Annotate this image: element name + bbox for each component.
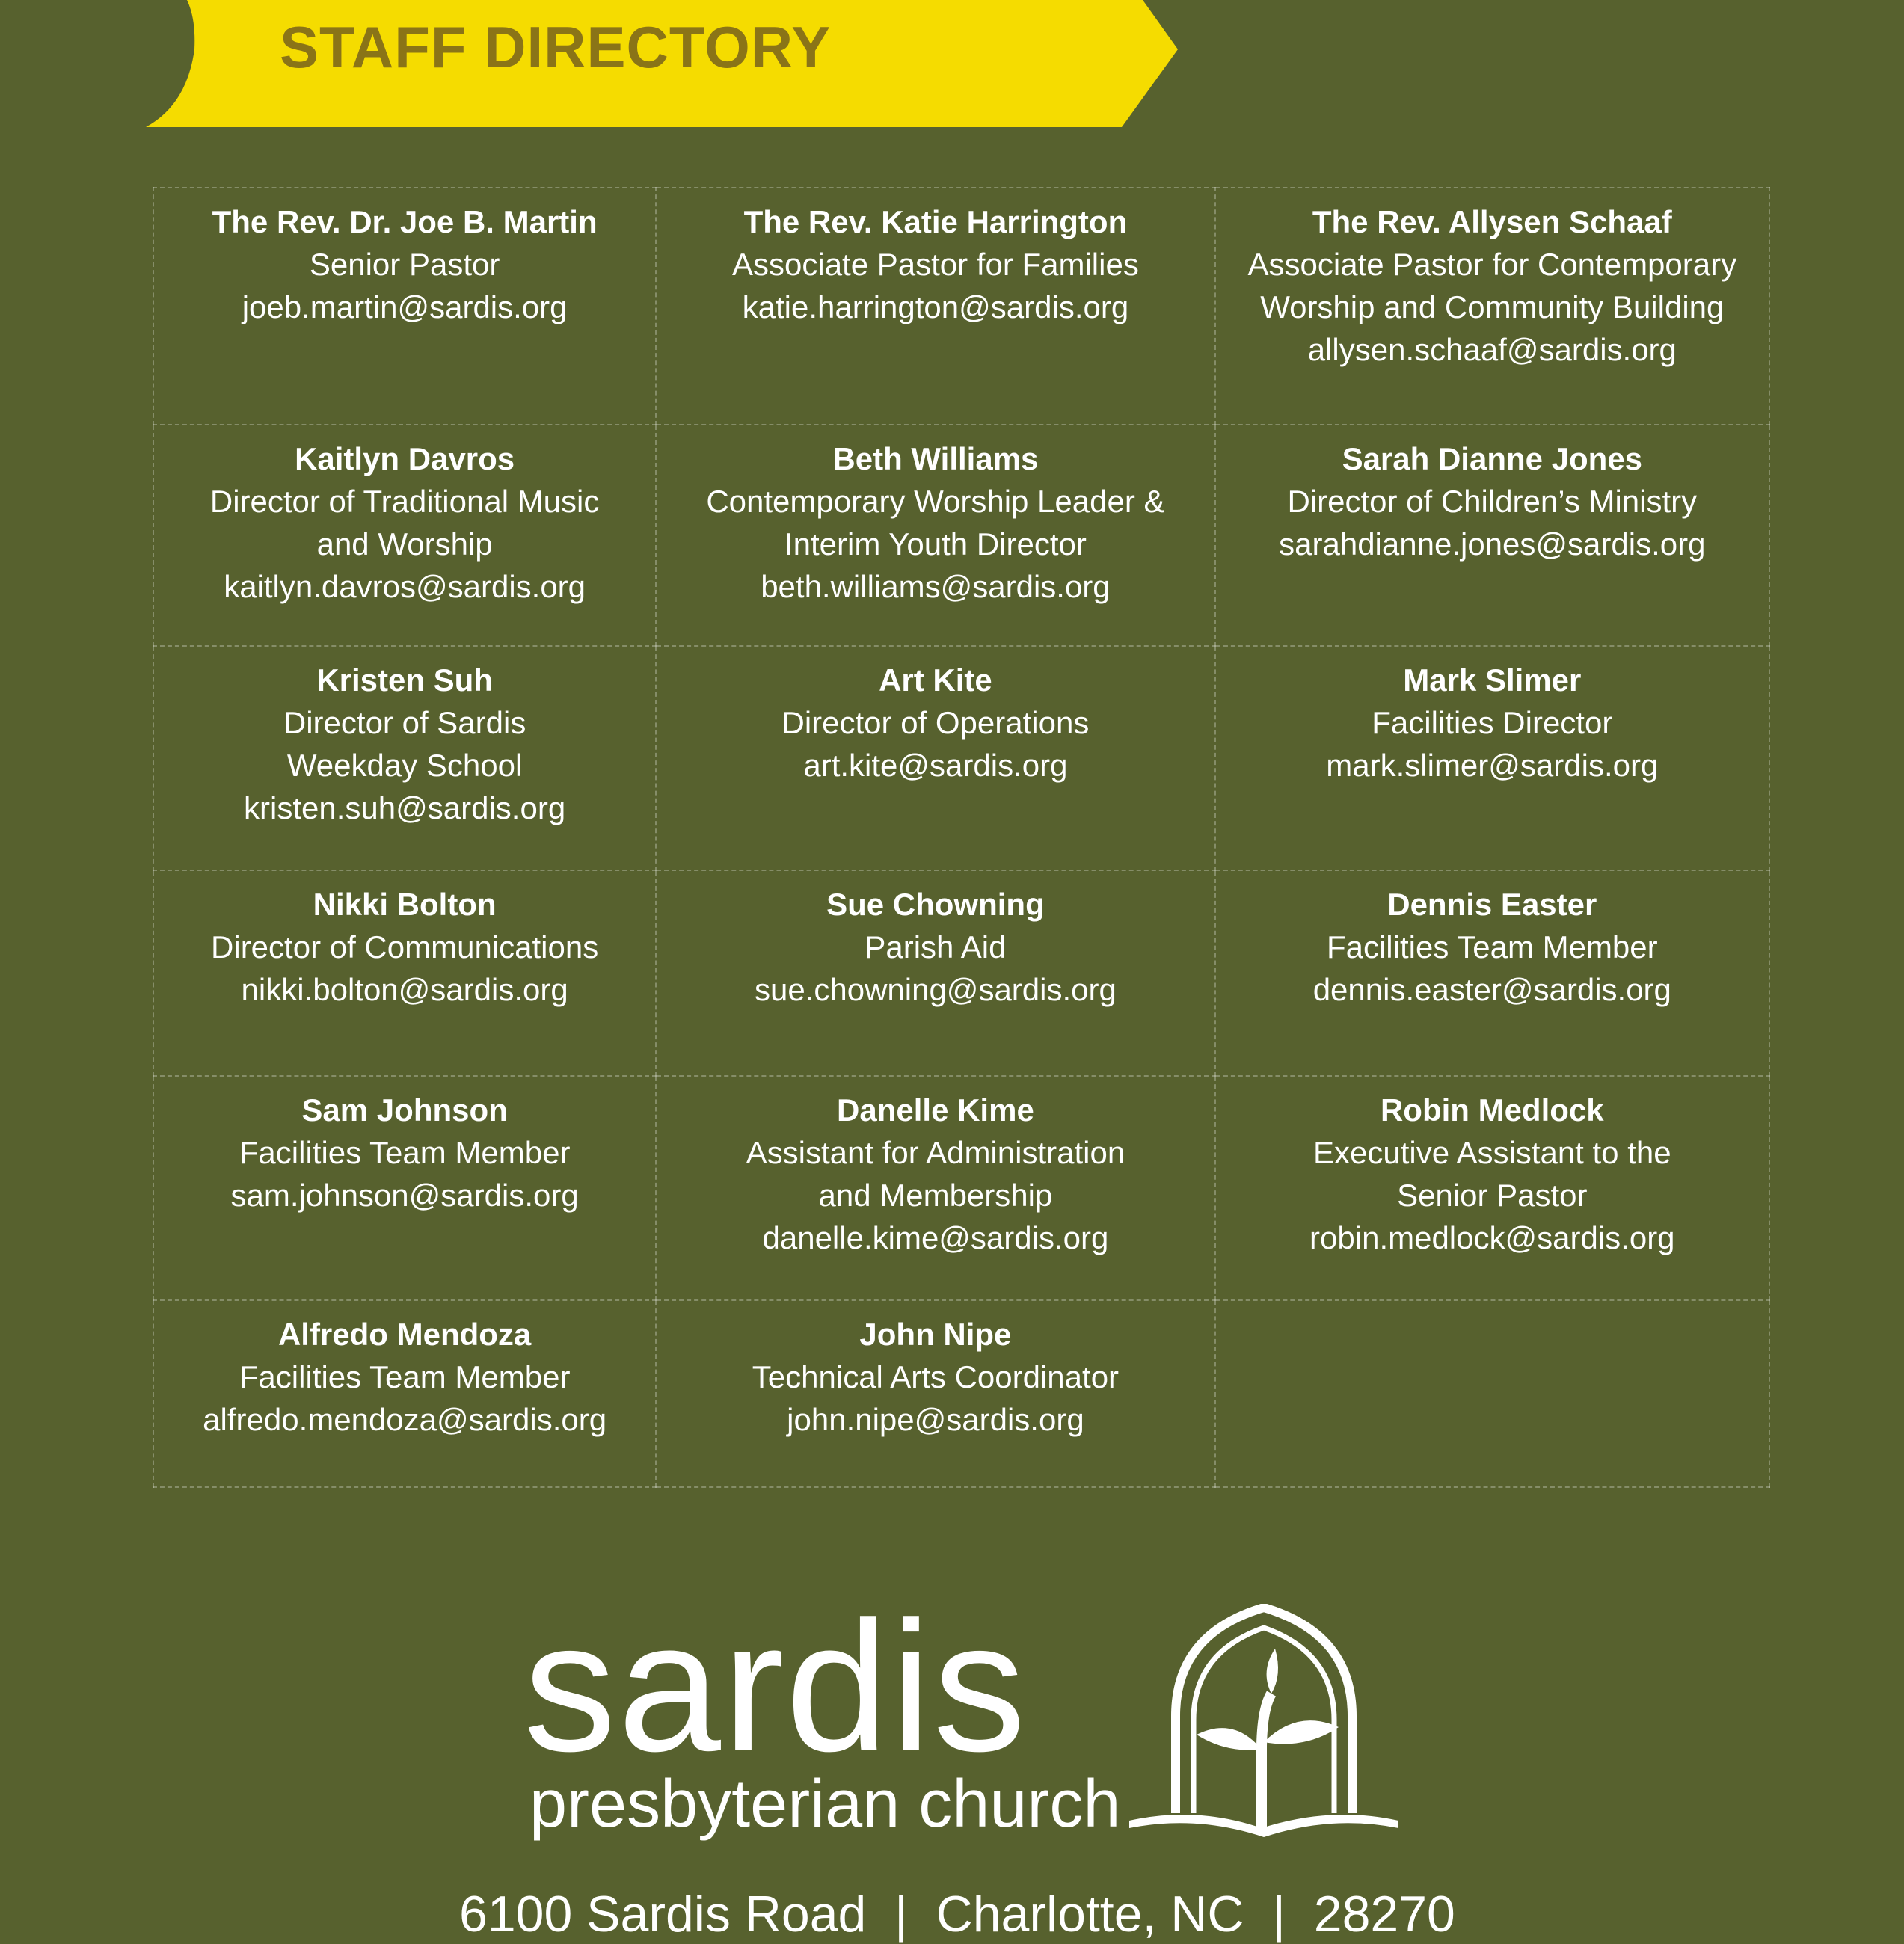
church-logo bbox=[523, 1582, 1421, 1858]
staff-email[interactable]: sue.chowning@sardis.org bbox=[754, 972, 1117, 1007]
staff-email[interactable]: kristen.suh@sardis.org bbox=[244, 790, 566, 825]
empty-card bbox=[1215, 1300, 1769, 1487]
staff-email[interactable]: art.kite@sardis.org bbox=[803, 748, 1068, 783]
staff-email[interactable]: kaitlyn.davros@sardis.org bbox=[224, 569, 586, 604]
staff-name: Sarah Dianne Jones bbox=[1342, 441, 1643, 476]
staff-card bbox=[1215, 870, 1769, 1076]
staff-card bbox=[656, 646, 1214, 870]
staff-name: Sam Johnson bbox=[301, 1092, 508, 1128]
footer-address: 6100 Sardis Road | Charlotte, NC | 28270 bbox=[459, 1886, 1455, 1943]
logo-subtitle: presbyterian church bbox=[529, 1767, 1121, 1842]
staff-name: The Rev. Katie Harrington bbox=[743, 204, 1128, 239]
staff-card bbox=[153, 646, 656, 870]
staff-name: Alfredo Mendoza bbox=[277, 1317, 532, 1352]
staff-role: Director of Operations bbox=[781, 705, 1090, 740]
staff-email[interactable]: mark.slimer@sardis.org bbox=[1326, 748, 1659, 783]
staff-role: Director of Children’s Ministry bbox=[1287, 484, 1698, 519]
staff-card bbox=[1215, 188, 1769, 425]
staff-email[interactable]: beth.williams@sardis.org bbox=[761, 569, 1111, 604]
staff-name: The Rev. Allysen Schaaf bbox=[1312, 204, 1672, 239]
staff-email[interactable]: alfredo.mendoza@sardis.org bbox=[203, 1402, 607, 1437]
staff-card bbox=[153, 1300, 656, 1487]
staff-role: Senior Pastor bbox=[309, 247, 500, 282]
staff-role: Associate Pastor for Contemporary Worship and Community Building bbox=[1247, 247, 1737, 324]
staff-card bbox=[153, 425, 656, 646]
staff-email[interactable]: john.nipe@sardis.org bbox=[787, 1402, 1084, 1437]
staff-name: Art Kite bbox=[879, 662, 992, 698]
staff-card bbox=[656, 870, 1214, 1076]
staff-name: The Rev. Dr. Joe B. Martin bbox=[212, 204, 598, 239]
staff-email[interactable]: sarahdianne.jones@sardis.org bbox=[1279, 526, 1706, 562]
staff-role: Director of Communications bbox=[211, 929, 599, 965]
staff-email[interactable]: allysen.schaaf@sardis.org bbox=[1307, 332, 1677, 367]
staff-email[interactable]: nikki.bolton@sardis.org bbox=[241, 972, 568, 1007]
staff-name: Robin Medlock bbox=[1380, 1092, 1604, 1128]
staff-name: Kaitlyn Davros bbox=[295, 441, 515, 476]
staff-name: Mark Slimer bbox=[1403, 662, 1582, 698]
staff-role: Director of Sardis Weekday School bbox=[283, 705, 526, 783]
page-title: STAFF DIRECTORY bbox=[280, 14, 832, 80]
staff-email[interactable]: sam.johnson@sardis.org bbox=[230, 1178, 579, 1213]
staff-name: Kristen Suh bbox=[316, 662, 493, 698]
staff-directory-table bbox=[153, 187, 1770, 1488]
staff-name: Sue Chowning bbox=[826, 887, 1045, 922]
staff-card bbox=[656, 188, 1214, 425]
staff-role: Facilities Team Member bbox=[1326, 929, 1658, 965]
staff-card bbox=[1215, 425, 1769, 646]
staff-name: Nikki Bolton bbox=[313, 887, 497, 922]
staff-role: Facilities Team Member bbox=[239, 1135, 571, 1170]
staff-role: Executive Assistant to the Senior Pastor bbox=[1313, 1135, 1671, 1213]
arch-sprout-book-icon bbox=[1122, 1604, 1406, 1851]
staff-card bbox=[1215, 646, 1769, 870]
staff-role: Facilities Team Member bbox=[239, 1359, 571, 1394]
staff-role: Parish Aid bbox=[865, 929, 1007, 965]
staff-role: Facilities Director bbox=[1372, 705, 1613, 740]
staff-email[interactable]: katie.harrington@sardis.org bbox=[742, 289, 1129, 324]
staff-card bbox=[1215, 1076, 1769, 1300]
header-banner bbox=[0, 0, 1182, 127]
staff-role: Contemporary Worship Leader & Interim Youth Director bbox=[706, 484, 1165, 562]
staff-email[interactable]: dennis.easter@sardis.org bbox=[1312, 972, 1671, 1007]
staff-name: Beth Williams bbox=[832, 441, 1039, 476]
staff-card bbox=[656, 1076, 1214, 1300]
staff-role: Associate Pastor for Families bbox=[731, 247, 1139, 282]
staff-role: Director of Traditional Music and Worship bbox=[209, 484, 600, 562]
staff-email[interactable]: robin.medlock@sardis.org bbox=[1309, 1220, 1675, 1255]
staff-name: John Nipe bbox=[859, 1317, 1012, 1352]
logo-wordmark: sardis bbox=[523, 1582, 1028, 1790]
staff-card bbox=[656, 1300, 1214, 1487]
staff-name: Danelle Kime bbox=[837, 1092, 1034, 1128]
staff-card bbox=[153, 870, 656, 1076]
staff-card bbox=[153, 1076, 656, 1300]
staff-card bbox=[153, 188, 656, 425]
staff-role: Technical Arts Coordinator bbox=[752, 1359, 1120, 1394]
staff-email[interactable]: joeb.martin@sardis.org bbox=[242, 289, 568, 324]
staff-role: Assistant for Administration and Membership bbox=[746, 1135, 1125, 1213]
staff-card bbox=[656, 425, 1214, 646]
staff-name: Dennis Easter bbox=[1387, 887, 1597, 922]
staff-email[interactable]: danelle.kime@sardis.org bbox=[762, 1220, 1109, 1255]
